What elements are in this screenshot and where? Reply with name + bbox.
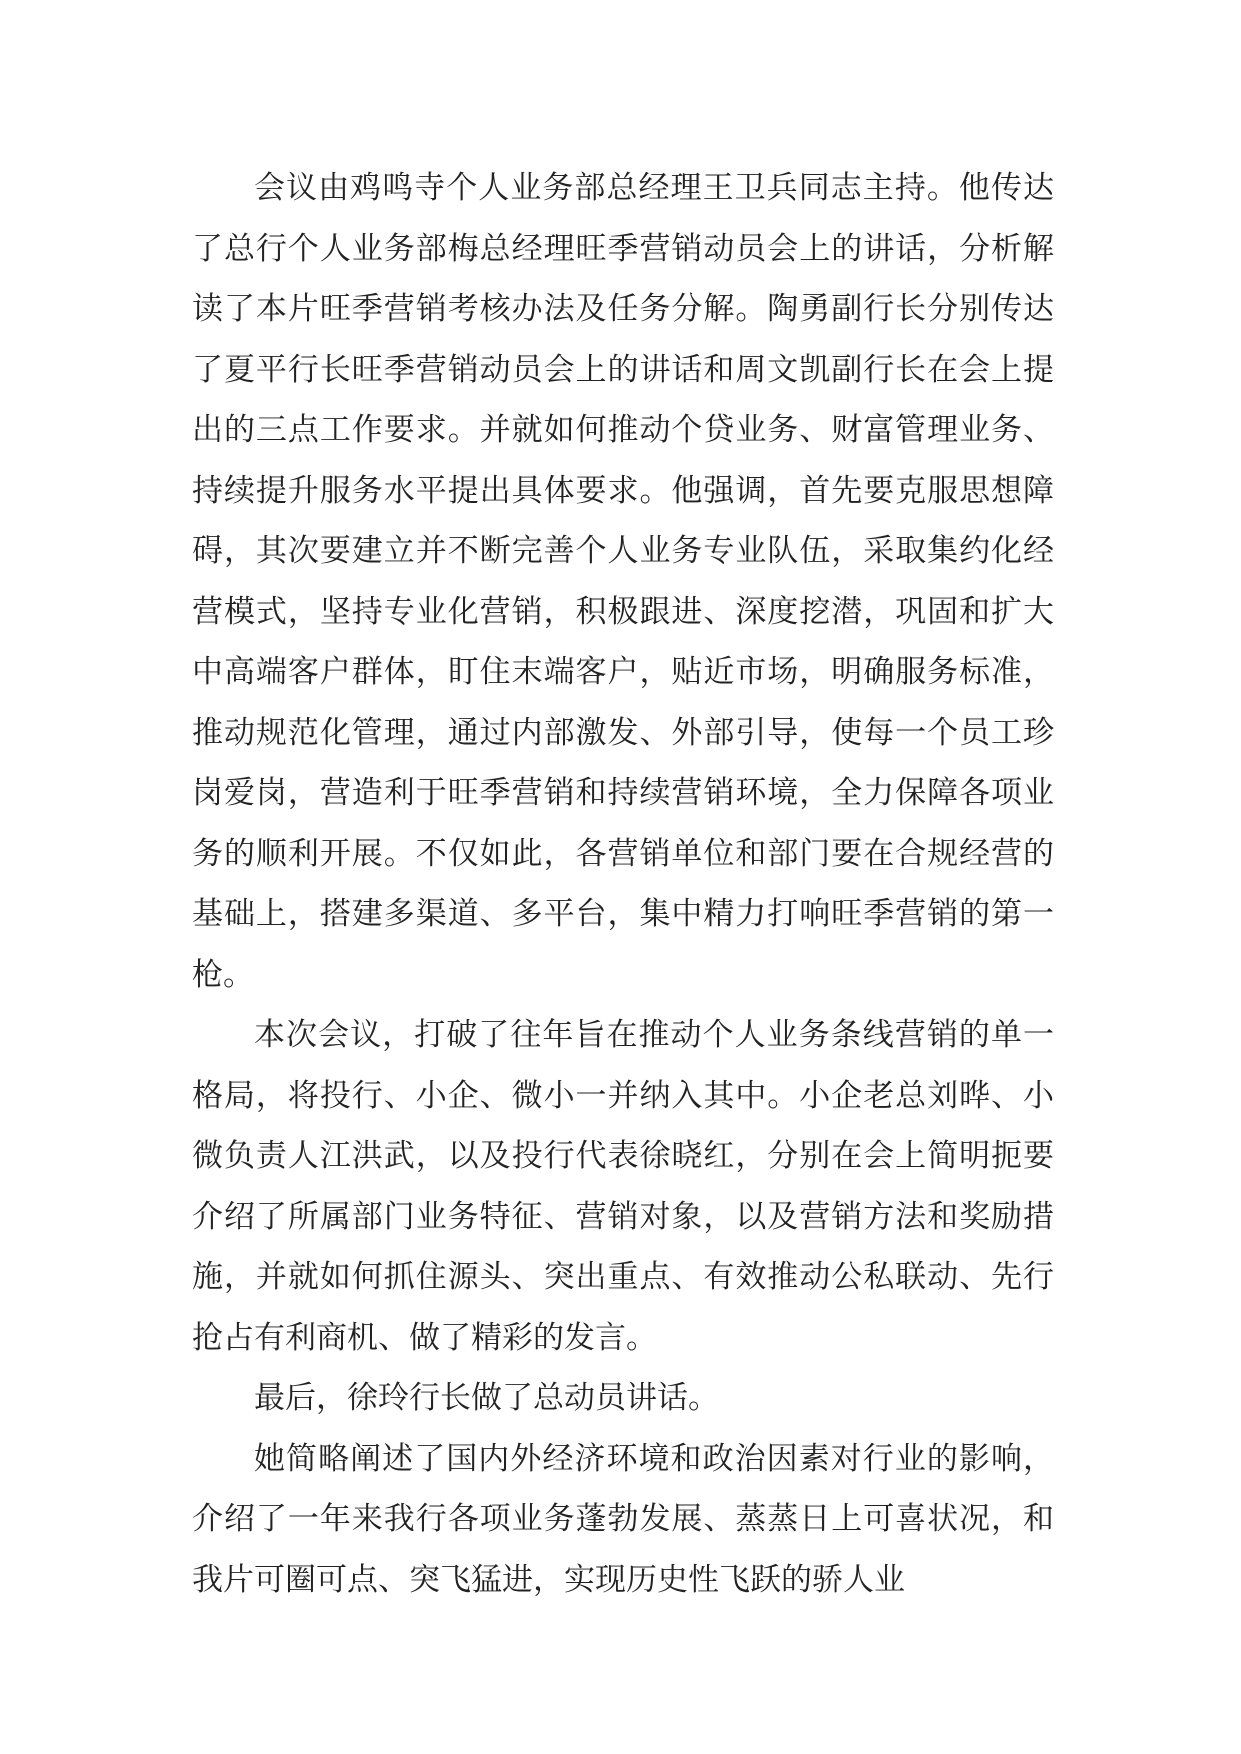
paragraph-meeting-host: 会议由鸡鸣寺个人业务部总经理王卫兵同志主持。他传达了总行个人业务部梅总经理旺季营销动员会上的讲话，分析解读了本片旺季营销考核办法及任务分解。陶勇副行长分别传达了夏平行长旺季营销动员会上的讲话和周文凯副行长在会上提出的三点工作要求。并就如何推动个贷业务、财富管理业务、持续提升服务水平提出具体要求。他强调，首先要克服思想障碍，其次要建立并不断完善个人业务专业队伍，采取集约化经营模式，坚持专业化营销，积极跟进、深度挖潜，巩固和扩大中高端客户群体，盯住末端客户，贴近市场，明确服务标准，推动规范化管理，通过内部激发、外部引导，使每一个员工珍岗爱岗，营造利于旺季营销和持续营销环境，全力保障各项业务的顺利开展。不仅如此，各营销单位和部门要在合规经营的基础上，搭建多渠道、多平台，集中精力打响旺季营销的第一枪。 xyxy=(192,170,1054,993)
paragraph-meeting-format: 本次会议，打破了往年旨在推动个人业务条线营销的单一格局，将投行、小企、微小一并纳入其中。小企老总刘晔、小微负责人江洪武，以及投行代表徐晓红，分别在会上简明扼要介绍了所属部门业务特征、营销对象，以及营销方法和奖励措施，并就如何抓住源头、突出重点、有效推动公私联动、先行抢占有利商机、做了精彩的发言。 xyxy=(192,1017,1054,1356)
document-body xyxy=(192,158,1054,1610)
paragraph-speech-content: 她简略阐述了国内外经济环境和政治因素对行业的影响，介绍了一年来我行各项业务蓬勃发展、蒸蒸日上可喜状况，和我片可圈可点、突飞猛进，实现历史性飞跃的骄人业 xyxy=(192,1440,1054,1598)
paragraph-closing-speech: 最后，徐玲行长做了总动员讲话。 xyxy=(254,1380,719,1416)
